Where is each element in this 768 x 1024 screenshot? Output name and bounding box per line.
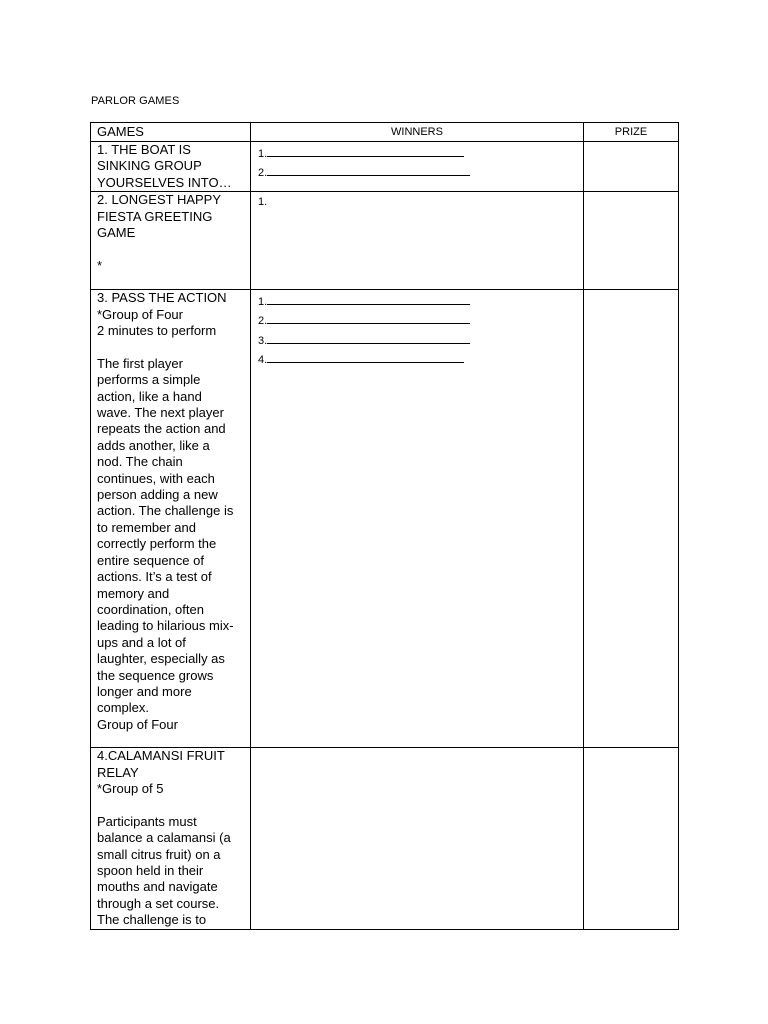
winner-number: 2. xyxy=(258,167,268,180)
winners-cell[interactable] xyxy=(251,192,584,290)
prize-cell[interactable] xyxy=(584,748,679,929)
game-text-line: person adding a new xyxy=(97,487,218,503)
game-text-line: ups and a lot of xyxy=(97,634,186,650)
game-text-line: complex. xyxy=(97,700,150,716)
game-text-line: *Group of Four xyxy=(97,306,183,322)
game-text-line: * xyxy=(97,257,103,273)
winner-blank-line[interactable] xyxy=(267,350,464,363)
game-text-line: 4.CALAMANSI FRUIT xyxy=(97,748,225,764)
game-text-line: wave. The next player xyxy=(97,405,224,421)
game-text-line: 1. THE BOAT IS xyxy=(97,142,191,157)
game-text-line: Group of Four xyxy=(97,716,178,732)
table-row xyxy=(91,748,679,929)
header-games: GAMES xyxy=(91,123,251,142)
prize-cell[interactable] xyxy=(584,290,679,748)
winner-blank-line[interactable] xyxy=(267,292,470,305)
game-text-line: continues, with each xyxy=(97,470,215,486)
document-title: PARLOR GAMES xyxy=(91,95,180,107)
game-text-line: 2. LONGEST HAPPY xyxy=(97,192,222,208)
table-row xyxy=(91,290,679,748)
winner-entry[interactable] xyxy=(258,350,583,369)
game-text-line: laughter, especially as xyxy=(97,651,225,667)
game-text-line: adds another, like a xyxy=(97,437,210,453)
game-text-line: performs a simple xyxy=(97,372,201,388)
game-text-line: 3. PASS THE ACTION xyxy=(97,290,227,306)
winner-blank-line[interactable] xyxy=(267,144,464,157)
winner-entry[interactable] xyxy=(258,144,583,163)
game-text-line: Participants must xyxy=(97,813,197,829)
header-prize: PRIZE xyxy=(584,123,679,142)
game-text-line: repeats the action and xyxy=(97,421,226,437)
game-text-line xyxy=(97,241,246,257)
winners-cell[interactable] xyxy=(251,748,584,929)
prize-cell[interactable] xyxy=(584,192,679,290)
parlor-games-table xyxy=(90,122,679,930)
game-text-line: YOURSELVES INTO… xyxy=(97,174,232,190)
game-text-line: longer and more xyxy=(97,683,192,699)
game-cell xyxy=(91,142,251,192)
game-text-line: memory and xyxy=(97,585,170,601)
game-text-line: RELAY xyxy=(97,764,139,780)
game-text-line: small citrus fruit) on a xyxy=(97,846,221,862)
winner-number: 3. xyxy=(258,334,268,347)
winners-cell[interactable] xyxy=(251,290,584,748)
game-cell xyxy=(91,192,251,290)
game-text-line: leading to hilarious mix- xyxy=(97,618,234,634)
winner-number: 1. xyxy=(258,296,268,309)
game-text-line: nod. The chain xyxy=(97,454,183,470)
winner-entry[interactable] xyxy=(258,311,583,330)
winner-entry[interactable] xyxy=(258,194,583,211)
game-text-line: actions. It’s a test of xyxy=(97,569,212,585)
game-text-line: *Group of 5 xyxy=(97,781,164,797)
game-text-line: to remember and xyxy=(97,519,196,535)
game-text-line: SINKING GROUP xyxy=(97,158,202,174)
winner-blank-line[interactable] xyxy=(267,331,470,344)
prize-cell[interactable] xyxy=(584,142,679,192)
game-text-line: The challenge is to xyxy=(97,912,207,928)
game-text-line: coordination, often xyxy=(97,601,204,617)
game-text-line: The first player xyxy=(97,355,183,371)
game-cell xyxy=(91,290,251,748)
winner-number: 4. xyxy=(258,353,268,366)
header-winners: WINNERS xyxy=(251,123,584,142)
game-text-line: correctly perform the xyxy=(97,536,217,552)
winner-number: 2. xyxy=(258,315,268,328)
game-text-line: mouths and navigate xyxy=(97,879,218,895)
game-cell xyxy=(91,748,251,929)
game-text-line: balance a calamansi (a xyxy=(97,830,231,846)
game-text-line: action. The challenge is xyxy=(97,503,234,519)
game-text-line: 2 minutes to perform xyxy=(97,323,217,339)
game-text-line: action, like a hand xyxy=(97,388,202,404)
game-text-line: through a set course. xyxy=(97,895,220,911)
game-text-line: FIESTA GREETING xyxy=(97,208,213,224)
winner-blank-line[interactable] xyxy=(267,163,470,176)
table-header-row xyxy=(91,123,679,142)
winners-cell[interactable] xyxy=(251,142,584,192)
winner-number: 1. xyxy=(258,196,268,209)
winner-entry[interactable] xyxy=(258,292,583,311)
game-text-line: spoon held in their xyxy=(97,863,204,879)
winner-blank-line[interactable] xyxy=(267,311,470,324)
winner-number: 1. xyxy=(258,148,268,160)
game-text-line: entire sequence of xyxy=(97,552,204,568)
winner-entry[interactable] xyxy=(258,331,583,350)
game-text-line xyxy=(97,339,246,355)
table-row xyxy=(91,192,679,290)
game-text-line: the sequence grows xyxy=(97,667,214,683)
winner-entry[interactable] xyxy=(258,163,583,182)
game-text-line xyxy=(97,797,246,813)
table-row xyxy=(91,142,679,192)
game-text-line: GAME xyxy=(97,225,136,241)
